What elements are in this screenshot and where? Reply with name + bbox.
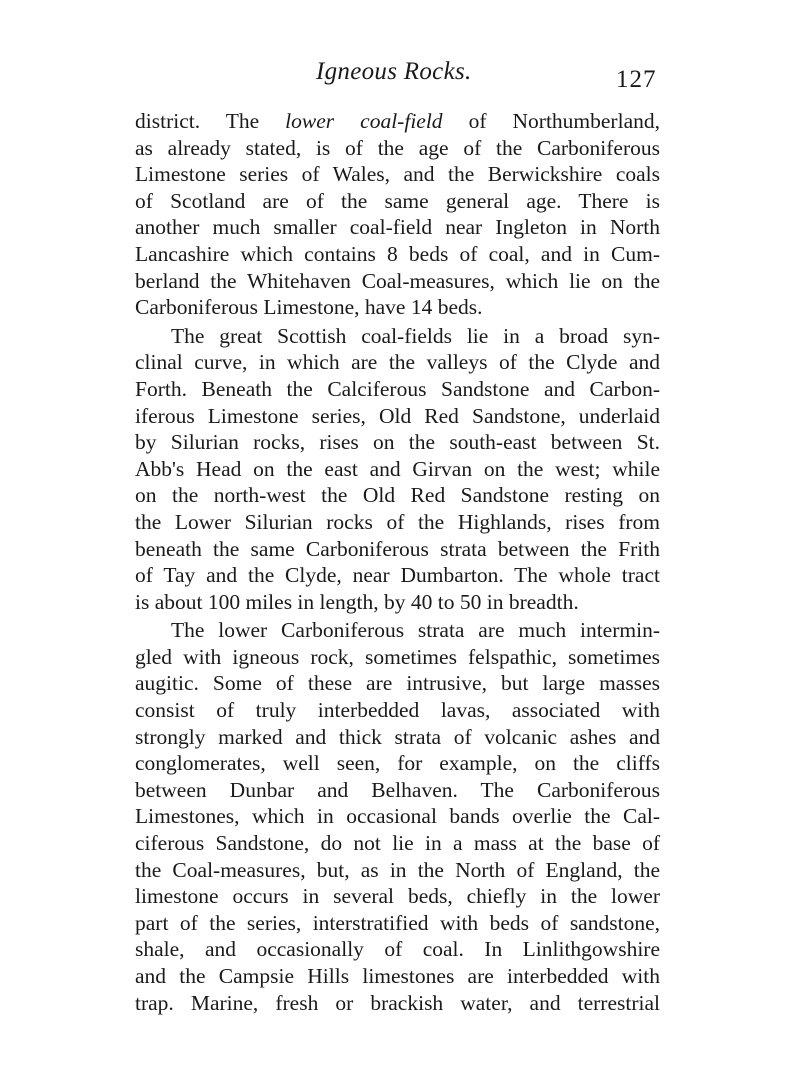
text-line: Abb's Head on the east and Girvan on the west; while: [135, 456, 660, 481]
text-line: another much smaller coal-field near Ingleton in North: [135, 215, 660, 240]
text-line: iferous Limestone series, Old Red Sandstone, underlaid: [135, 403, 660, 428]
text-line: Limestones, which in occasional bands overlie the Cal-: [135, 804, 660, 829]
running-title: Igneous Rocks.: [316, 58, 472, 85]
text-line: clinal curve, in which are the valleys of the Clyde and: [135, 350, 660, 375]
text-line: part of the series, interstratified with beds of sandstone,: [135, 910, 660, 935]
text-line: Limestone series of Wales, and the Berwickshire coals: [135, 162, 660, 187]
text-line: Lancashire which contains 8 beds of coal, and in Cum-: [135, 241, 660, 266]
italic-phrase: lower coal-field: [285, 109, 443, 133]
text-line: shale, and occasionally of coal. In Linlithgowshire: [135, 937, 660, 962]
text-line: of Scotland are of the same general age. There is: [135, 188, 660, 213]
running-head: [0, 58, 795, 98]
text-line: The lower Carboniferous strata are much intermin-: [171, 618, 660, 643]
text-line: by Silurian rocks, rises on the south-east between St.: [135, 430, 660, 455]
text-line: Forth. Beneath the Calciferous Sandstone and Carbon-: [135, 376, 660, 401]
text-line: gled with igneous rock, sometimes felspathic, sometimes: [135, 644, 660, 669]
text-line: consist of truly interbedded lavas, associated with: [135, 698, 660, 723]
body-text: [135, 108, 660, 1016]
text-line: district. The lower coal-field of Northumberland,: [135, 109, 660, 133]
text-line: and the Campsie Hills limestones are interbedded with: [135, 964, 660, 988]
text-line: of Tay and the Clyde, near Dumbarton. The whole tract: [135, 563, 660, 588]
text-line: trap. Marine, fresh or brackish water, and terrestrial: [135, 990, 660, 1015]
text-line: berland the Whitehaven Coal-measures, which lie on the: [135, 268, 660, 293]
text-line: augitic. Some of these are intrusive, but large masses: [135, 671, 660, 696]
text-line: the Coal-measures, but, as in the North of England, the: [135, 857, 660, 882]
text-line: on the north-west the Old Red Sandstone resting on: [135, 483, 660, 508]
text-line: is about 100 miles in length, by 40 to 50 in breadth.: [135, 589, 579, 614]
text-line: conglomerates, well seen, for example, on the cliffs: [135, 751, 660, 776]
text-line: Carboniferous Limestone, have 14 beds.: [135, 295, 483, 320]
text-line: strongly marked and thick strata of volcanic ashes and: [135, 724, 660, 749]
text-line: limestone occurs in several beds, chiefly in the lower: [135, 884, 660, 909]
text-line: The great Scottish coal-fields lie in a broad syn-: [171, 323, 660, 348]
text-line: ciferous Sandstone, do not lie in a mass at the base of: [135, 831, 660, 856]
text-line: as already stated, is of the age of the Carboniferous: [135, 135, 660, 160]
text-line: beneath the same Carboniferous strata between the Frith: [135, 536, 660, 561]
text-line: between Dunbar and Belhaven. The Carboniferous: [135, 777, 660, 802]
text-line: the Lower Silurian rocks of the Highlands, rises from: [135, 509, 660, 534]
page-number: 127: [616, 66, 657, 93]
